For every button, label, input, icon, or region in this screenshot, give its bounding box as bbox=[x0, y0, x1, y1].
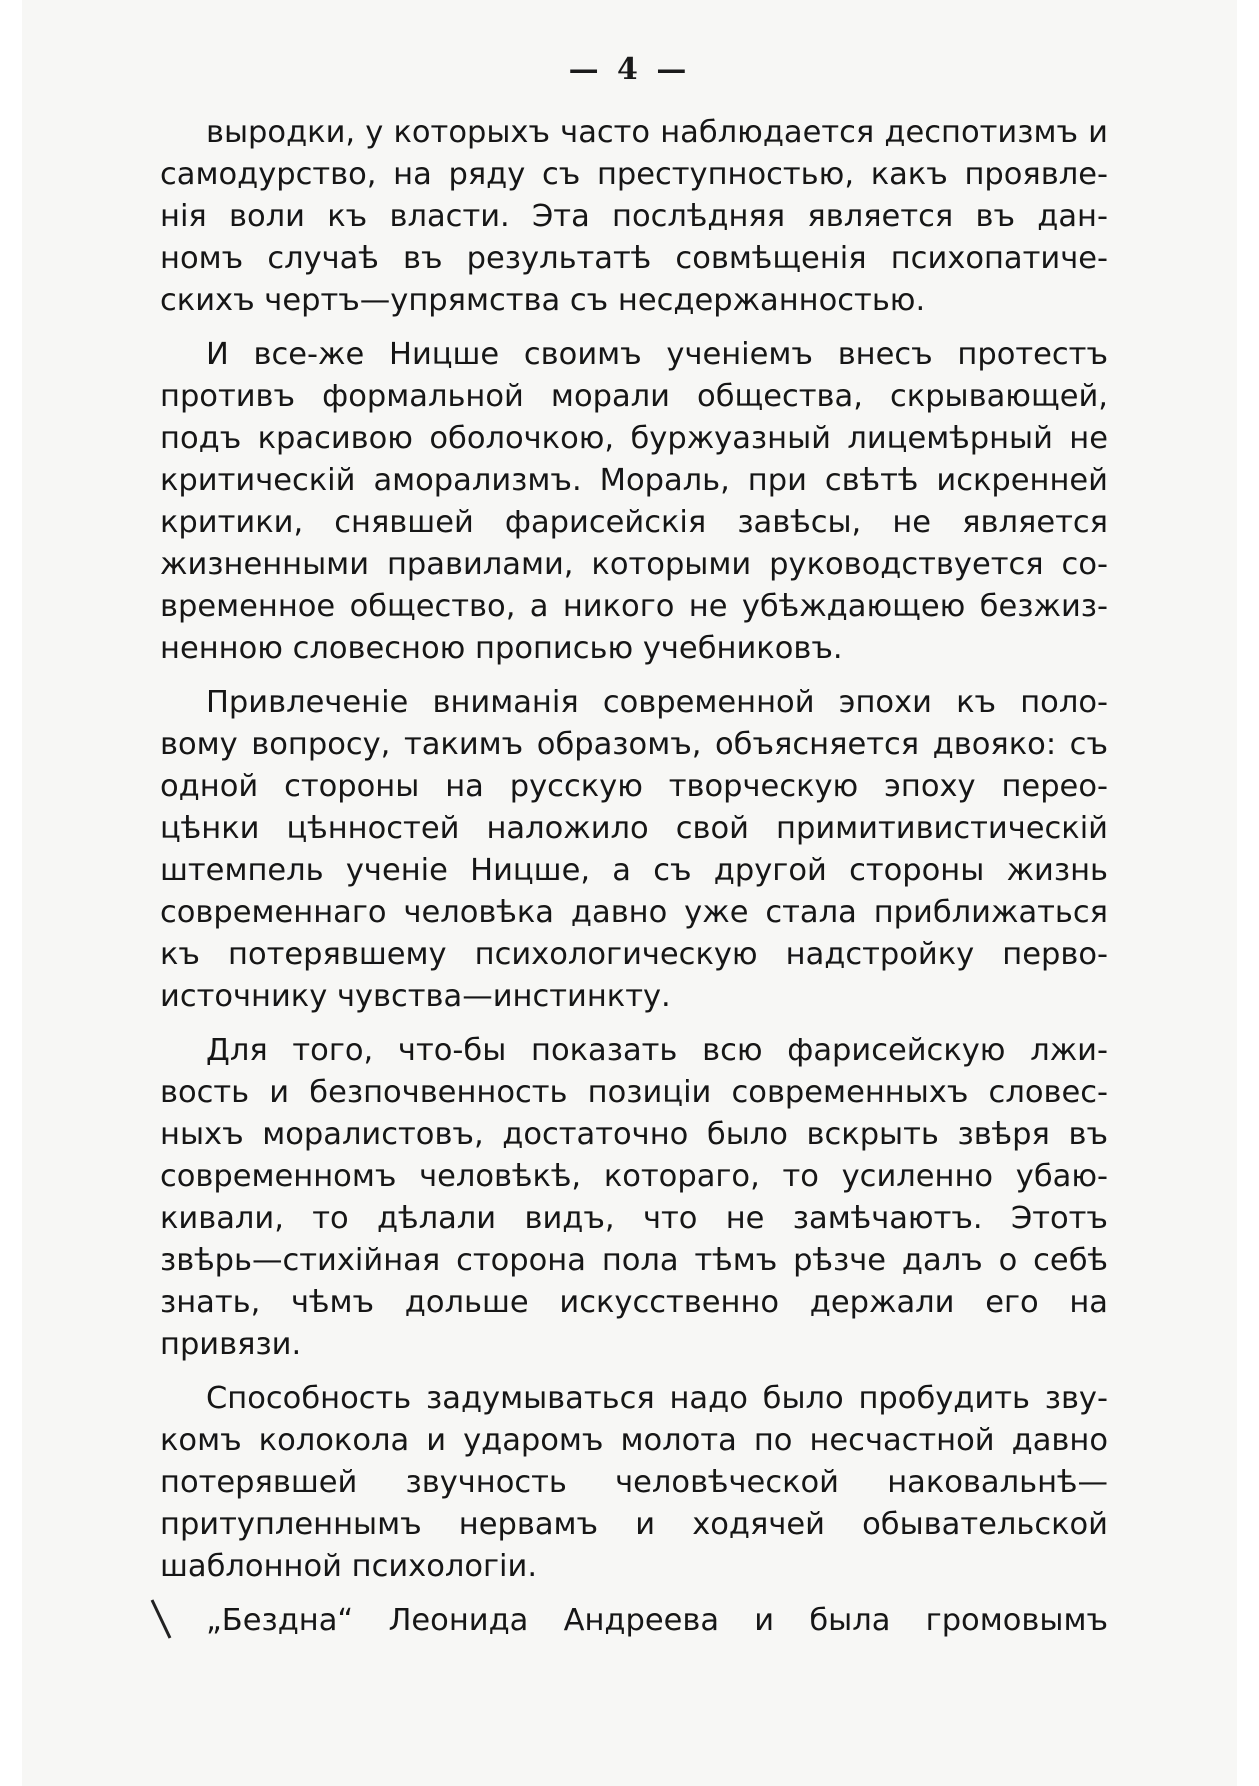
text-line: современнаго человѣка давно уже стала приближаться bbox=[160, 895, 1108, 930]
text-line: самодурство, на ряду съ преступностью, какъ проявле- bbox=[160, 157, 1108, 192]
text-line: цѣнки цѣнностей наложило свой примитивистическій bbox=[160, 811, 1108, 846]
text-line: вому вопросу, такимъ образомъ, объясняется двояко: съ bbox=[160, 727, 1108, 762]
text-line: современномъ человѣкѣ, котораго, то усиленно убаю- bbox=[160, 1159, 1108, 1194]
text-line: одной стороны на русскую творческую эпоху перео- bbox=[160, 769, 1108, 804]
margin-mark-icon bbox=[146, 1596, 186, 1640]
text-line: къ потерявшему психологическую надстройку перво- bbox=[160, 937, 1108, 972]
text-line: Привлеченіе вниманія современной эпохи къ поло- bbox=[206, 685, 1108, 720]
text-line: притупленнымъ нервамъ и ходячей обывательской bbox=[160, 1507, 1108, 1542]
text-line: ненною словесною прописью учебниковъ. bbox=[160, 631, 843, 666]
text-line: нія воли къ власти. Эта послѣдняя является въ дан- bbox=[160, 199, 1108, 234]
page-number: — 4 — bbox=[568, 52, 691, 87]
text-line: временное общество, а никого не убѣждающею безжиз- bbox=[160, 589, 1108, 624]
paragraph bbox=[160, 334, 1108, 670]
text-line: подъ красивою оболочкою, буржуазный лицемѣрный не bbox=[160, 421, 1108, 456]
text-line: жизненными правилами, которыми руководствуется со- bbox=[160, 547, 1108, 582]
text-line: Для того, что-бы показать всю фарисейскую лжи- bbox=[206, 1033, 1108, 1068]
paragraph bbox=[160, 1600, 1108, 1642]
text-line: кивали, то дѣлали видъ, что не замѣчаютъ. Этотъ bbox=[160, 1201, 1108, 1236]
paragraph bbox=[160, 1030, 1108, 1366]
text-line: звѣрь—стихійная сторона пола тѣмъ рѣзче далъ о себѣ bbox=[160, 1243, 1108, 1278]
text-line: шаблонной психологіи. bbox=[160, 1549, 538, 1584]
paragraph bbox=[160, 112, 1108, 322]
text-line: вость и безпочвенность позиціи современныхъ словес- bbox=[160, 1075, 1108, 1110]
text-line: знать, чѣмъ дольше искусственно держали его на bbox=[160, 1285, 1108, 1320]
text-line: привязи. bbox=[160, 1327, 302, 1362]
paragraph bbox=[160, 1378, 1108, 1588]
text-line: штемпель ученіе Ницше, а съ другой стороны жизнь bbox=[160, 853, 1108, 888]
text-line: ныхъ моралистовъ, достаточно было вскрыть звѣря въ bbox=[160, 1117, 1108, 1152]
text-line: комъ колокола и ударомъ молота по несчастной давно bbox=[160, 1423, 1108, 1458]
text-line: противъ формальной морали общества, скрывающей, bbox=[160, 379, 1108, 414]
text-line: Способность задумываться надо было пробудить зву- bbox=[206, 1381, 1108, 1416]
text-line: скихъ чертъ—упрямства съ несдержанностью. bbox=[160, 283, 926, 318]
text-line: выродки, у которыхъ часто наблюдается деспотизмъ и bbox=[206, 115, 1108, 150]
text-line: источнику чувства—инстинкту. bbox=[160, 979, 671, 1014]
text-line: критики, снявшей фарисейскія завѣсы, не является bbox=[160, 505, 1108, 540]
text-line: „Бездна“ Леонида Андреева и была громовымъ bbox=[206, 1603, 1108, 1638]
body-text bbox=[160, 112, 1108, 1642]
text-line: критическій аморализмъ. Мораль, при свѣтѣ искренней bbox=[160, 463, 1108, 498]
text-line: И все-же Ницше своимъ ученіемъ внесъ протестъ bbox=[206, 337, 1108, 372]
text-line: номъ случаѣ въ результатѣ совмѣщенія психопатиче- bbox=[160, 241, 1108, 276]
text-line: потерявшей звучность человѣческой наковальнѣ— bbox=[160, 1465, 1108, 1500]
paragraph bbox=[160, 682, 1108, 1018]
